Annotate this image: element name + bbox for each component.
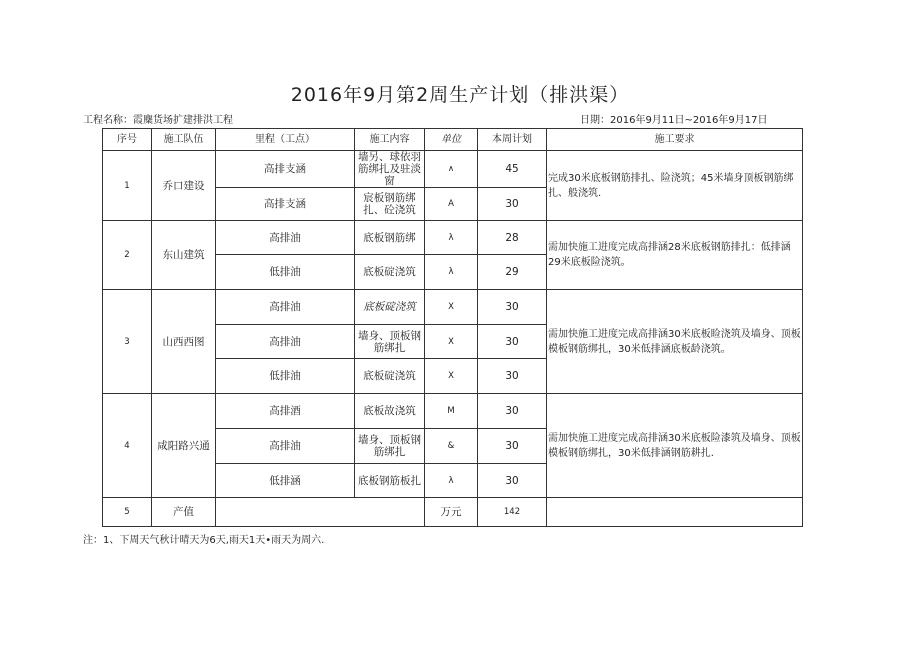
row-content: 底板碇浇筑 (355, 359, 425, 394)
row-unit: X (425, 290, 478, 325)
row-location: 低排涵 (216, 464, 355, 498)
table-row (103, 290, 803, 325)
row-requirement: 需加快施工进度完成高排涵28米底板钢筋排扎：低排涵29米底板险浇筑。 (547, 221, 803, 290)
total-no: 5 (103, 498, 152, 527)
row-unit: X (425, 359, 478, 394)
row-content: 底板碇浇筑 (355, 255, 425, 290)
table-row (103, 151, 803, 188)
row-requirement: 需加快施工进度完成高排涵30米底板险漆筑及墙身、顶板模板钢筋绑扎，30米低排涵钢筋耕扎. (547, 394, 803, 498)
row-plan: 29 (478, 255, 547, 290)
row-unit: ∧ (425, 151, 478, 188)
row-no: 1 (103, 151, 152, 221)
total-plan: 142 (478, 498, 547, 527)
row-team: 乔口建设 (152, 151, 216, 221)
row-requirement: 完成30米底板钢筋排扎、险浇筑；45米墙身顶板钢筋绑扎、般浇筑. (547, 151, 803, 221)
row-content: 宸板钢筋绑扎、砼浇筑 (355, 188, 425, 221)
row-team: 东山建筑 (152, 221, 216, 290)
total-row (103, 498, 803, 527)
row-content: 底板故浇筑 (355, 394, 425, 429)
header-plan: 本周计划 (478, 129, 547, 151)
row-plan: 30 (478, 359, 547, 394)
row-content: 墙身、顶板钢筋绑扎 (355, 429, 425, 464)
page-title: 2016年9月第2周生产计划（排洪渠） (290, 84, 630, 106)
row-plan: 30 (478, 325, 547, 359)
total-unit: 万元 (425, 498, 478, 527)
row-content: 墙身、顶板钢筋绑扎 (355, 325, 425, 359)
row-unit: M (425, 394, 478, 429)
footnote: 注：1、下周天气秋计晴天为6天,雨天1天•雨天为周六. (83, 535, 325, 546)
total-requirement-empty (547, 498, 803, 527)
row-no: 3 (103, 290, 152, 394)
row-plan: 30 (478, 290, 547, 325)
header-row (103, 129, 803, 151)
row-content: 墙另、球依羽筋绑扎及驻淡窗 (355, 151, 425, 188)
row-team: 咸阳路兴通 (152, 394, 216, 498)
row-no: 2 (103, 221, 152, 290)
project-name: 工程名称：霞麋货场扩建排洪工程 (83, 115, 233, 126)
total-empty (216, 498, 425, 527)
row-plan: 30 (478, 188, 547, 221)
table-row (103, 394, 803, 429)
header-content: 施工内容 (355, 129, 425, 151)
row-no: 4 (103, 394, 152, 498)
row-plan: 30 (478, 464, 547, 498)
row-content: 底板碇浇筑 (355, 290, 425, 325)
header-team: 施工队伍 (152, 129, 216, 151)
row-unit: A (425, 188, 478, 221)
row-location: 高排支涵 (216, 188, 355, 221)
row-location: 低排油 (216, 255, 355, 290)
row-location: 高排支涵 (216, 151, 355, 188)
row-plan: 28 (478, 221, 547, 255)
header-location: 里程（工点） (216, 129, 355, 151)
row-location: 低排油 (216, 359, 355, 394)
row-plan: 45 (478, 151, 547, 188)
row-requirement: 需加快施工进度完成高排涵30米底板睑浇筑及墙身、顶板模板钢筋绑扎，30米低排涵底板龄浇筑。 (547, 290, 803, 394)
date-range: 日期：2016年9月11日~2016年9月17日 (580, 115, 768, 126)
row-unit: λ (425, 255, 478, 290)
total-label: 产值 (152, 498, 216, 527)
production-plan-table (102, 128, 803, 527)
row-location: 高排酒 (216, 394, 355, 429)
row-team: 山西西图 (152, 290, 216, 394)
row-unit: X (425, 325, 478, 359)
row-unit: λ (425, 221, 478, 255)
table-row (103, 221, 803, 255)
row-location: 高排油 (216, 429, 355, 464)
row-content: 底板钢筋板扎 (355, 464, 425, 498)
row-unit: λ (425, 464, 478, 498)
row-location: 高排油 (216, 290, 355, 325)
header-unit: 单位 (425, 129, 478, 151)
header-requirement: 施工要求 (547, 129, 803, 151)
row-plan: 30 (478, 394, 547, 429)
row-location: 高排油 (216, 221, 355, 255)
header-no: 序号 (103, 129, 152, 151)
row-content: 底板钢筋绑 (355, 221, 425, 255)
row-unit: & (425, 429, 478, 464)
row-location: 高排油 (216, 325, 355, 359)
row-plan: 30 (478, 429, 547, 464)
